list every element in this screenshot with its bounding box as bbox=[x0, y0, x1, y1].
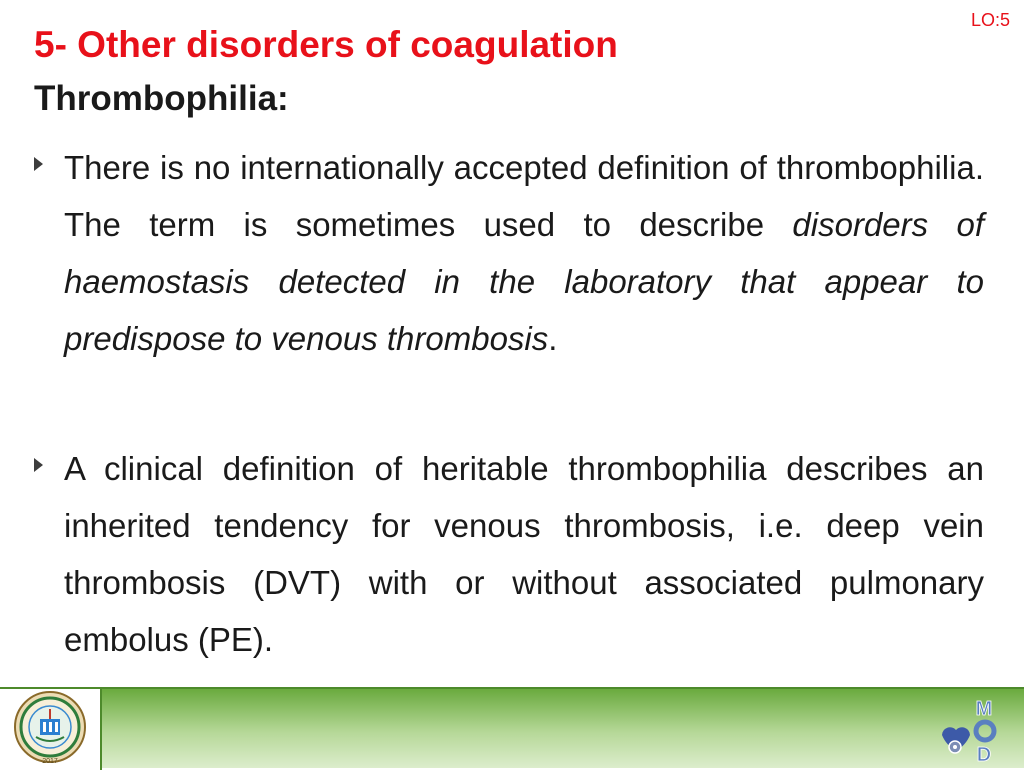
lo-label: LO:5 bbox=[970, 10, 1010, 30]
bullet-item-2 bbox=[34, 440, 984, 668]
bullet1-text-a: There is no internationally accepted definition of thrombophilia. The term is sometimes used to describe bbox=[64, 149, 984, 243]
bullet-item-1 bbox=[34, 139, 984, 367]
logo-year: 2017 bbox=[42, 758, 58, 765]
mod-letter-m: M bbox=[975, 698, 993, 720]
bullet-arrow-icon bbox=[34, 139, 64, 367]
mod-letter-d: D bbox=[976, 744, 992, 763]
college-seal-icon bbox=[0, 689, 100, 767]
bullet1-text-b: . bbox=[548, 320, 558, 357]
bullet-text-2: A clinical definition of heritable thrombophilia describes an inherited tendency for venous thrombosis, i.e. deep vein thrombosis (DVT) with or without associated pulmonary embolus (PE). bbox=[64, 450, 984, 658]
college-logo bbox=[0, 689, 102, 770]
footer-bar bbox=[0, 687, 1024, 768]
mod-logo bbox=[938, 697, 1010, 763]
bullet-arrow-icon bbox=[34, 440, 64, 668]
slide-title: 5- Other disorders of coagulation bbox=[34, 24, 618, 65]
bullet-text-1 bbox=[64, 139, 984, 367]
slide-subtitle: Thrombophilia: bbox=[34, 79, 289, 118]
bullet1-italic: disorders of haemostasis detected in the laboratory that appear to predispose to venous thrombosis bbox=[64, 206, 984, 357]
